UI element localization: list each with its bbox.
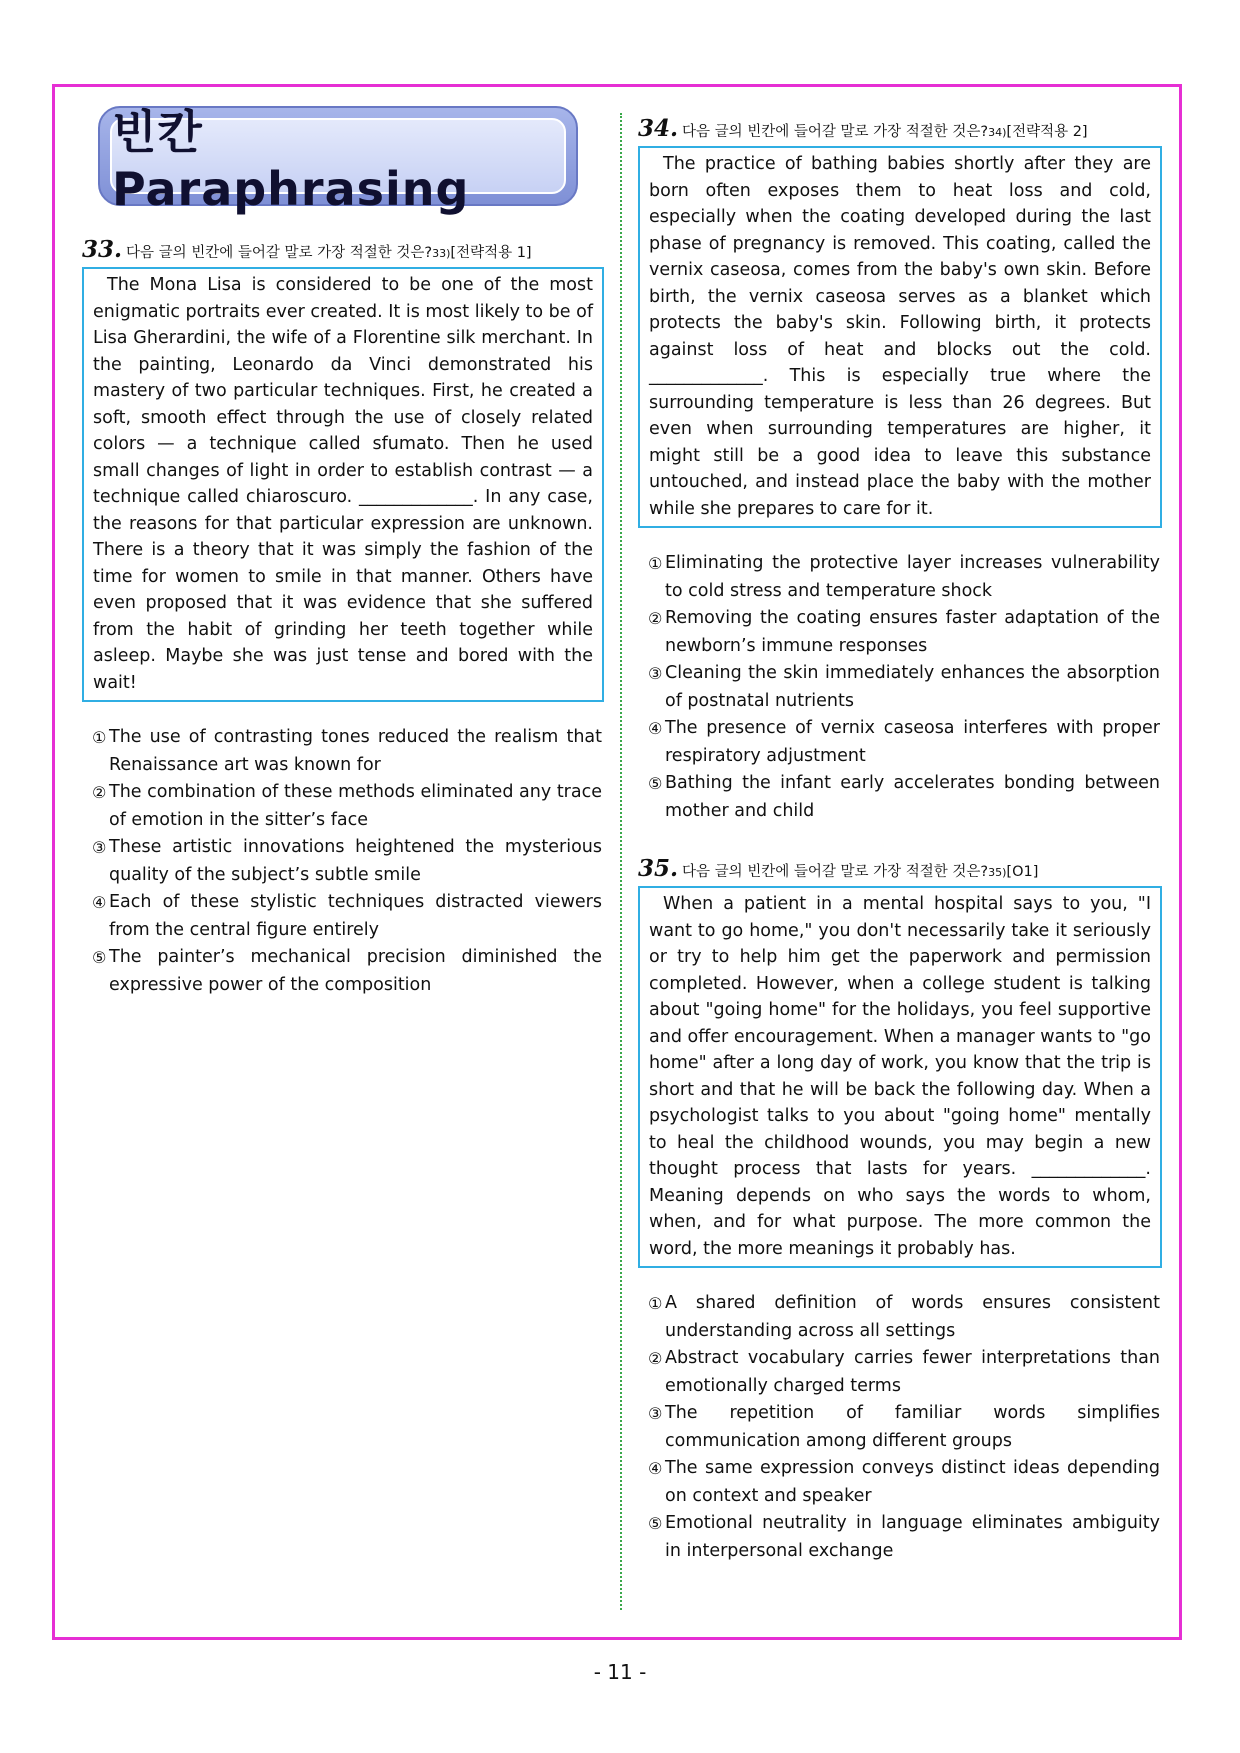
option-text: A shared definition of words ensures consistent understanding across all settings [665, 1293, 1160, 1341]
option-number: ④ [92, 893, 107, 912]
option-text: Each of these stylistic techniques distracted viewers from the central figure entirely [109, 892, 602, 940]
answer-option[interactable] [82, 779, 604, 834]
option-number: ① [92, 728, 107, 747]
answer-option[interactable] [638, 605, 1162, 660]
option-text: Bathing the infant early accelerates bonding between mother and child [665, 773, 1160, 821]
answer-option[interactable] [638, 1510, 1162, 1565]
question-header [82, 236, 604, 263]
answer-options [638, 1290, 1162, 1565]
option-number: ④ [648, 1459, 663, 1478]
answer-option[interactable] [638, 660, 1162, 715]
question-header [638, 855, 1162, 882]
option-number: ② [648, 609, 663, 628]
option-number: ⑤ [648, 774, 663, 793]
answer-options [638, 550, 1162, 825]
option-text: Abstract vocabulary carries fewer interpretations than emotionally charged terms [665, 1348, 1160, 1396]
section-banner [98, 105, 578, 216]
option-number: ④ [648, 719, 663, 738]
answer-option[interactable] [82, 889, 604, 944]
question-prompt: 다음 글의 빈칸에 들어갈 말로 가장 적절한 것은? [126, 245, 433, 261]
question-prompt: 다음 글의 빈칸에 들어갈 말로 가장 적절한 것은? [682, 864, 989, 880]
question-tag: [O1] [1006, 864, 1039, 880]
question-tag: [전략적용 2] [1006, 124, 1088, 140]
answer-option[interactable] [638, 1345, 1162, 1400]
option-text: Cleaning the skin immediately enhances the absorption of postnatal nutrients [665, 663, 1160, 711]
footnote-ref: 35) [988, 866, 1007, 879]
option-text: Emotional neutrality in language eliminates ambiguity in interpersonal exchange [665, 1513, 1160, 1561]
option-number: ⑤ [92, 948, 107, 967]
answer-option[interactable] [638, 1455, 1162, 1510]
answer-option[interactable] [638, 550, 1162, 605]
option-text: The combination of these methods eliminated any trace of emotion in the sitter’s face [109, 782, 602, 830]
option-text: The repetition of familiar words simplifies communication among different groups [665, 1403, 1160, 1451]
option-text: The presence of vernix caseosa interferes with proper respiratory adjustment [665, 718, 1160, 766]
footnote-ref: 34) [988, 126, 1007, 139]
option-number: ⑤ [648, 1514, 663, 1533]
answer-option[interactable] [638, 770, 1162, 825]
question-header [638, 115, 1162, 142]
question-number: 34. [638, 115, 679, 142]
answer-option[interactable] [638, 1400, 1162, 1455]
option-number: ① [648, 554, 663, 573]
option-number: ① [648, 1294, 663, 1313]
option-text: The same expression conveys distinct ideas depending on context and speaker [665, 1458, 1160, 1506]
answer-option[interactable] [82, 834, 604, 889]
option-number: ③ [92, 838, 107, 857]
option-text: These artistic innovations heightened the mysterious quality of the subject’s subtle smile [109, 837, 602, 885]
answer-options [82, 724, 604, 999]
left-column [82, 106, 604, 999]
question-tag: [전략적용 1] [450, 245, 532, 261]
option-number: ② [648, 1349, 663, 1368]
answer-option[interactable] [638, 715, 1162, 770]
question-number: 35. [638, 855, 679, 882]
question-34 [638, 115, 1162, 825]
option-text: Eliminating the protective layer increases vulnerability to cold stress and temperature shock [665, 553, 1160, 601]
question-35 [638, 855, 1162, 1565]
right-column [638, 115, 1162, 1565]
passage-box: The practice of bathing babies shortly after they are born often exposes them to heat loss and cold, especially when the coating developed during the last phase of pregnancy is removed. This coating, called the vernix caseosa, comes from the baby's own skin. Before birth, the vernix caseosa serves as a blanket which protects the baby's skin. Following birth, it protects against loss of heat and blocks out the cold. _____________. This is especially true where the surrounding temperature is less than 26 degrees. But even when surrounding temperatures are higher, it might still be a good idea to leave this substance untouched, and instead place the baby with the mother while she prepares to care for it. [638, 146, 1162, 528]
option-number: ③ [648, 1404, 663, 1423]
option-text: Removing the coating ensures faster adaptation of the newborn’s immune responses [665, 608, 1160, 656]
footnote-ref: 33) [432, 247, 451, 260]
question-number: 33. [82, 236, 123, 263]
option-number: ② [92, 783, 107, 802]
section-title: 빈칸 Paraphrasing [112, 105, 470, 216]
question-prompt: 다음 글의 빈칸에 들어갈 말로 가장 적절한 것은? [682, 124, 989, 140]
column-divider [620, 113, 622, 1610]
passage-box: The Mona Lisa is considered to be one of the most enigmatic portraits ever created. It is most likely to be of Lisa Gherardini, the wife of a Florentine silk merchant. In the painting, Leonardo da Vinci demonstrated his mastery of two particular techniques. First, he created a soft, smooth effect through the use of closely related colors — a technique called sfumato. Then he used small changes of light in order to establish contrast — a technique called chiaroscuro. _____________. In any case, the reasons for that particular expression are unknown. There is a theory that it was simply the fashion of the time for women to smile in that manner. Others have even proposed that it was evidence that she suffered from the habit of grinding her teeth together while asleep. Maybe she was just tense and bored with the wait! [82, 267, 604, 702]
option-text: The painter’s mechanical precision diminished the expressive power of the composition [109, 947, 602, 995]
option-text: The use of contrasting tones reduced the realism that Renaissance art was known for [109, 727, 602, 775]
passage-box: When a patient in a mental hospital says to you, "I want to go home," you don't necessarily take it seriously or try to help him get the paperwork and permission completed. However, when a college student is talking about "going home" for the holidays, you feel supportive and offer encouragement. When a manager wants to "go home" after a long day of work, you know that the trip is short and that he will be back the following day. When a psychologist talks to you about "going home" mentally to heal the childhood wounds, you may begin a new thought process that lasts for years. _____________. Meaning depends on who says the words to whom, when, and for what purpose. The more common the word, the more meanings it probably has. [638, 886, 1162, 1268]
option-number: ③ [648, 664, 663, 683]
question-33 [82, 236, 604, 999]
answer-option[interactable] [638, 1290, 1162, 1345]
page-number: - 11 - [593, 1660, 647, 1684]
answer-option[interactable] [82, 724, 604, 779]
answer-option[interactable] [82, 944, 604, 999]
